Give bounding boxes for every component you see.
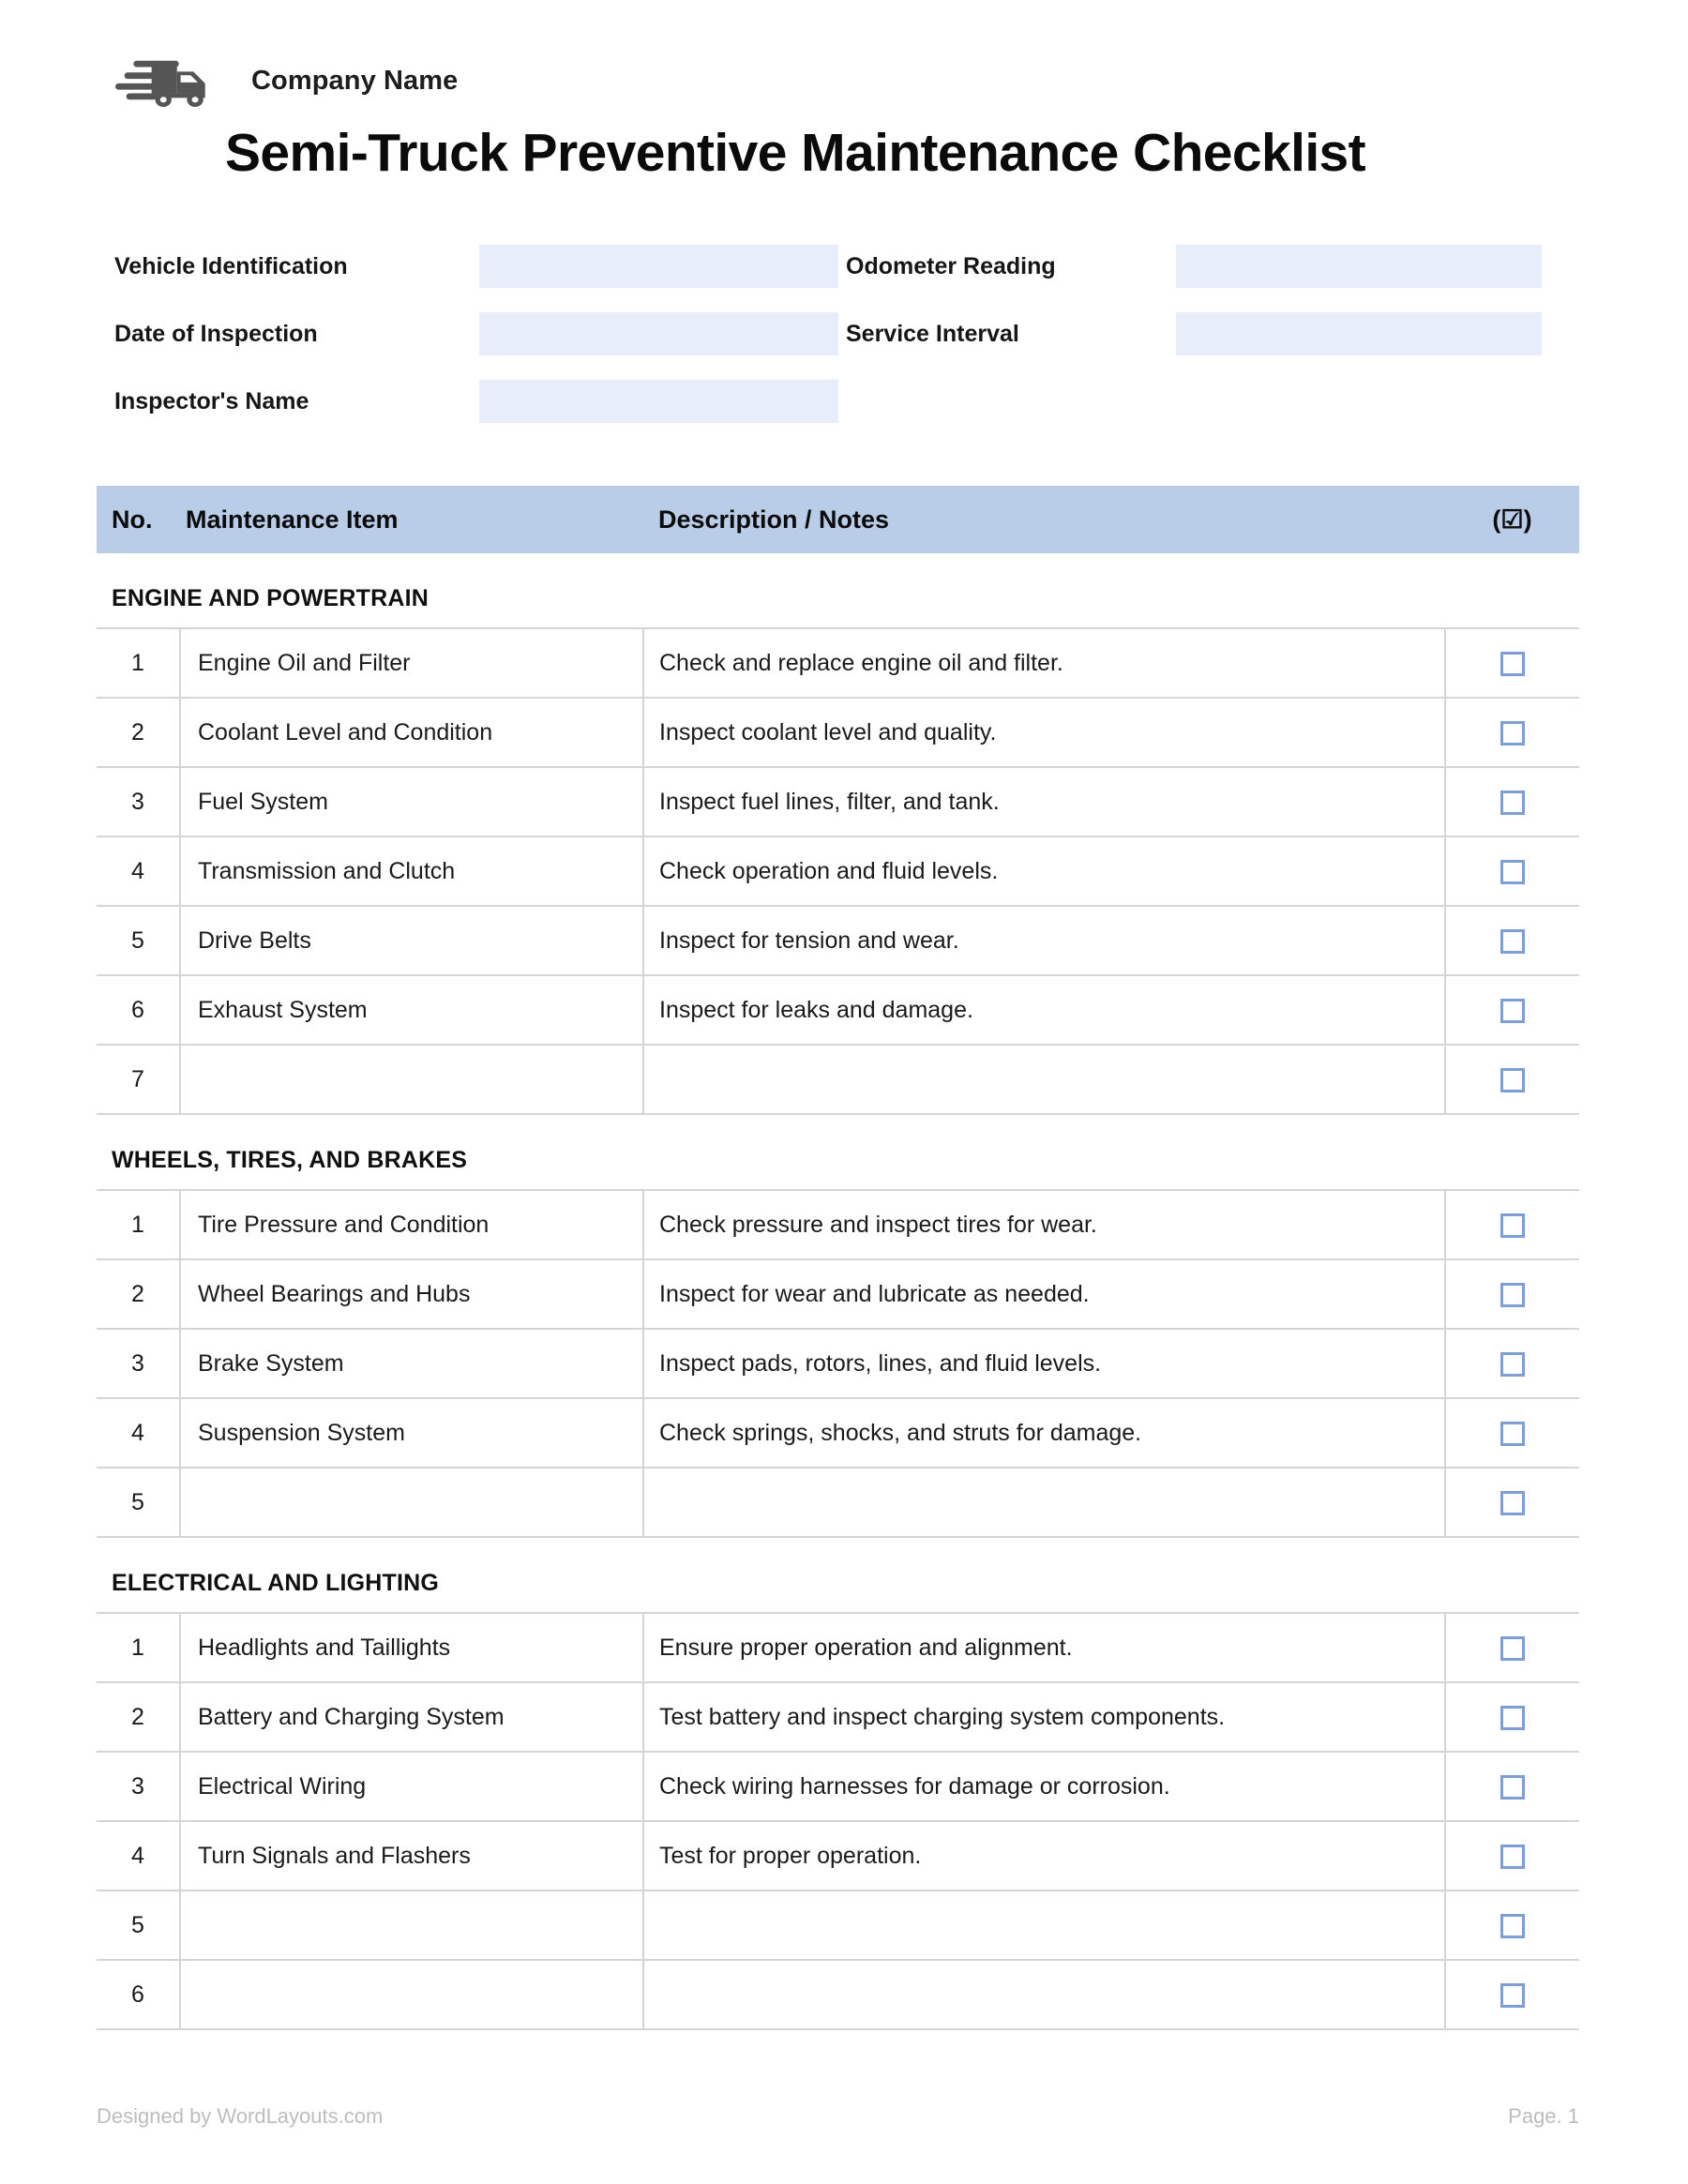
description-cell[interactable]: Check operation and fluid levels. (643, 836, 1445, 906)
row-number: 3 (97, 1329, 180, 1398)
maintenance-item-cell[interactable]: Headlights and Taillights (180, 1613, 643, 1682)
maintenance-item-cell[interactable] (180, 1890, 643, 1960)
checklist-table-wrap (97, 486, 1579, 2030)
table-row (97, 836, 1579, 906)
maintenance-item-cell[interactable] (180, 1468, 643, 1537)
maintenance-item-cell[interactable]: Electrical Wiring (180, 1752, 643, 1821)
column-header-no: No. (97, 486, 180, 553)
row-checkbox[interactable] (1500, 1706, 1525, 1730)
checkbox-cell (1445, 628, 1579, 698)
table-row (97, 1190, 1579, 1259)
description-cell[interactable]: Check and replace engine oil and filter. (643, 628, 1445, 698)
checkbox-cell (1445, 906, 1579, 975)
maintenance-item-cell[interactable]: Engine Oil and Filter (180, 628, 643, 698)
table-row (97, 1752, 1579, 1821)
row-checkbox[interactable] (1500, 1491, 1525, 1515)
row-checkbox[interactable] (1500, 1422, 1525, 1446)
footer-page-number: Page. 1 (1508, 2104, 1579, 2128)
checklist-table-body (97, 553, 1579, 2029)
page-title: Semi-Truck Preventive Maintenance Checklist (225, 123, 1366, 183)
table-row (97, 1468, 1579, 1537)
row-checkbox[interactable] (1500, 1213, 1525, 1238)
maintenance-item-cell[interactable]: Tire Pressure and Condition (180, 1190, 643, 1259)
description-cell[interactable]: Test battery and inspect charging system components. (643, 1682, 1445, 1752)
table-row (97, 1682, 1579, 1752)
checkbox-cell (1445, 1329, 1579, 1398)
column-header-item: Maintenance Item (180, 486, 643, 553)
table-row (97, 1960, 1579, 2029)
checkbox-cell (1445, 1960, 1579, 2029)
checkbox-cell (1445, 1190, 1579, 1259)
row-checkbox[interactable] (1500, 929, 1525, 954)
field-inspectors-name (114, 380, 846, 423)
row-checkbox[interactable] (1500, 999, 1525, 1023)
section-title: WHEELS, TIRES, AND BRAKES (97, 1114, 1579, 1190)
checkbox-cell (1445, 836, 1579, 906)
table-row (97, 628, 1579, 698)
description-cell[interactable]: Check pressure and inspect tires for wear. (643, 1190, 1445, 1259)
form-row (114, 300, 1577, 368)
row-number: 6 (97, 1960, 180, 2029)
maintenance-item-cell[interactable]: Suspension System (180, 1398, 643, 1468)
field-label: Service Interval (846, 320, 1019, 347)
row-number: 5 (97, 906, 180, 975)
row-checkbox[interactable] (1500, 1983, 1525, 2008)
checkbox-cell (1445, 1890, 1579, 1960)
description-cell[interactable]: Inspect coolant level and quality. (643, 698, 1445, 767)
row-checkbox[interactable] (1500, 652, 1525, 676)
description-cell[interactable] (643, 1045, 1445, 1114)
section-header-row (97, 1114, 1579, 1190)
maintenance-item-cell[interactable]: Brake System (180, 1329, 643, 1398)
company-name: Company Name (251, 65, 459, 96)
description-cell[interactable]: Inspect for tension and wear. (643, 906, 1445, 975)
field-service-interval (846, 312, 1577, 355)
footer-credit: Designed by WordLayouts.com (97, 2104, 384, 2128)
row-checkbox[interactable] (1500, 721, 1525, 746)
page-footer (97, 2104, 1579, 2129)
brand-row (114, 53, 458, 109)
row-number: 2 (97, 1682, 180, 1752)
field-label: Vehicle Identification (114, 252, 348, 279)
checkbox-cell (1445, 1821, 1579, 1890)
checkbox-cell (1445, 1682, 1579, 1752)
maintenance-item-cell[interactable]: Drive Belts (180, 906, 643, 975)
table-row (97, 1259, 1579, 1329)
row-number: 5 (97, 1890, 180, 1960)
row-number: 4 (97, 1398, 180, 1468)
row-number: 1 (97, 1190, 180, 1259)
row-checkbox[interactable] (1500, 860, 1525, 884)
description-cell[interactable] (643, 1468, 1445, 1537)
row-checkbox[interactable] (1500, 1914, 1525, 1938)
section-header-row (97, 1537, 1579, 1613)
description-cell[interactable] (643, 1890, 1445, 1960)
table-header-row (97, 486, 1579, 553)
row-checkbox[interactable] (1500, 1636, 1525, 1661)
form-row (114, 233, 1577, 300)
table-row (97, 1045, 1579, 1114)
form-row (114, 368, 1577, 435)
row-checkbox[interactable] (1500, 1068, 1525, 1092)
description-cell[interactable]: Check springs, shocks, and struts for damage. (643, 1398, 1445, 1468)
row-number: 1 (97, 1613, 180, 1682)
field-label: Odometer Reading (846, 252, 1056, 279)
description-cell[interactable]: Inspect pads, rotors, lines, and fluid levels. (643, 1329, 1445, 1398)
row-number: 2 (97, 698, 180, 767)
section-header-row (97, 553, 1579, 628)
checkbox-cell (1445, 698, 1579, 767)
field-vehicle-identification (114, 245, 846, 288)
row-number: 3 (97, 1752, 180, 1821)
row-number: 4 (97, 1821, 180, 1890)
section-title: ELECTRICAL AND LIGHTING (97, 1537, 1579, 1613)
description-cell[interactable]: Test for proper operation. (643, 1821, 1445, 1890)
field-label: Inspector's Name (114, 387, 309, 414)
table-row (97, 1613, 1579, 1682)
description-cell[interactable]: Inspect fuel lines, filter, and tank. (643, 767, 1445, 836)
maintenance-item-cell[interactable]: Transmission and Clutch (180, 836, 643, 906)
row-number: 6 (97, 975, 180, 1045)
row-number: 4 (97, 836, 180, 906)
row-number: 5 (97, 1468, 180, 1537)
inspectors-name-input[interactable] (479, 380, 838, 423)
field-odometer-reading (846, 245, 1577, 288)
row-number: 3 (97, 767, 180, 836)
row-checkbox[interactable] (1500, 791, 1525, 815)
checkbox-cell (1445, 1468, 1579, 1537)
checkbox-cell (1445, 1259, 1579, 1329)
row-number: 7 (97, 1045, 180, 1114)
fast-delivery-truck-icon (114, 53, 225, 108)
row-checkbox[interactable] (1500, 1775, 1525, 1800)
checkbox-cell (1445, 767, 1579, 836)
vehicle-identification-input[interactable] (479, 245, 838, 288)
maintenance-item-cell[interactable]: Battery and Charging System (180, 1682, 643, 1752)
description-cell[interactable]: Check wiring harnesses for damage or corrosion. (643, 1752, 1445, 1821)
maintenance-item-cell[interactable] (180, 1045, 643, 1114)
maintenance-item-cell[interactable]: Wheel Bearings and Hubs (180, 1259, 643, 1329)
table-row (97, 1329, 1579, 1398)
checkbox-cell (1445, 1752, 1579, 1821)
column-header-description: Description / Notes (643, 486, 1445, 553)
field-date-of-inspection (114, 312, 846, 355)
maintenance-item-cell[interactable]: Turn Signals and Flashers (180, 1821, 643, 1890)
maintenance-item-cell[interactable] (180, 1960, 643, 2029)
checklist-table (97, 486, 1579, 2030)
maintenance-item-cell[interactable]: Fuel System (180, 767, 643, 836)
table-row (97, 1398, 1579, 1468)
row-checkbox[interactable] (1500, 1845, 1525, 1869)
ballot-box-check-icon: (☑) (1492, 505, 1532, 534)
checkbox-cell (1445, 1045, 1579, 1114)
section-title: ENGINE AND POWERTRAIN (97, 553, 1579, 628)
field-label: Date of Inspection (114, 320, 318, 347)
row-number: 2 (97, 1259, 180, 1329)
description-cell[interactable]: Ensure proper operation and alignment. (643, 1613, 1445, 1682)
checkbox-cell (1445, 975, 1579, 1045)
maintenance-item-cell[interactable]: Coolant Level and Condition (180, 698, 643, 767)
description-cell[interactable]: Inspect for leaks and damage. (643, 975, 1445, 1045)
vehicle-info-form (114, 233, 1577, 435)
maintenance-item-cell[interactable]: Exhaust System (180, 975, 643, 1045)
odometer-reading-input[interactable] (1176, 245, 1542, 288)
table-row (97, 767, 1579, 836)
table-row (97, 1821, 1579, 1890)
checkbox-cell (1445, 1613, 1579, 1682)
row-number: 1 (97, 628, 180, 698)
table-row (97, 975, 1579, 1045)
description-cell[interactable] (643, 1960, 1445, 2029)
row-checkbox[interactable] (1500, 1352, 1525, 1377)
table-row (97, 1890, 1579, 1960)
table-row (97, 698, 1579, 767)
date-of-inspection-input[interactable] (479, 312, 838, 355)
row-checkbox[interactable] (1500, 1283, 1525, 1307)
column-header-check (1445, 486, 1579, 553)
checkbox-cell (1445, 1398, 1579, 1468)
service-interval-input[interactable] (1176, 312, 1542, 355)
table-row (97, 906, 1579, 975)
description-cell[interactable]: Inspect for wear and lubricate as needed. (643, 1259, 1445, 1329)
